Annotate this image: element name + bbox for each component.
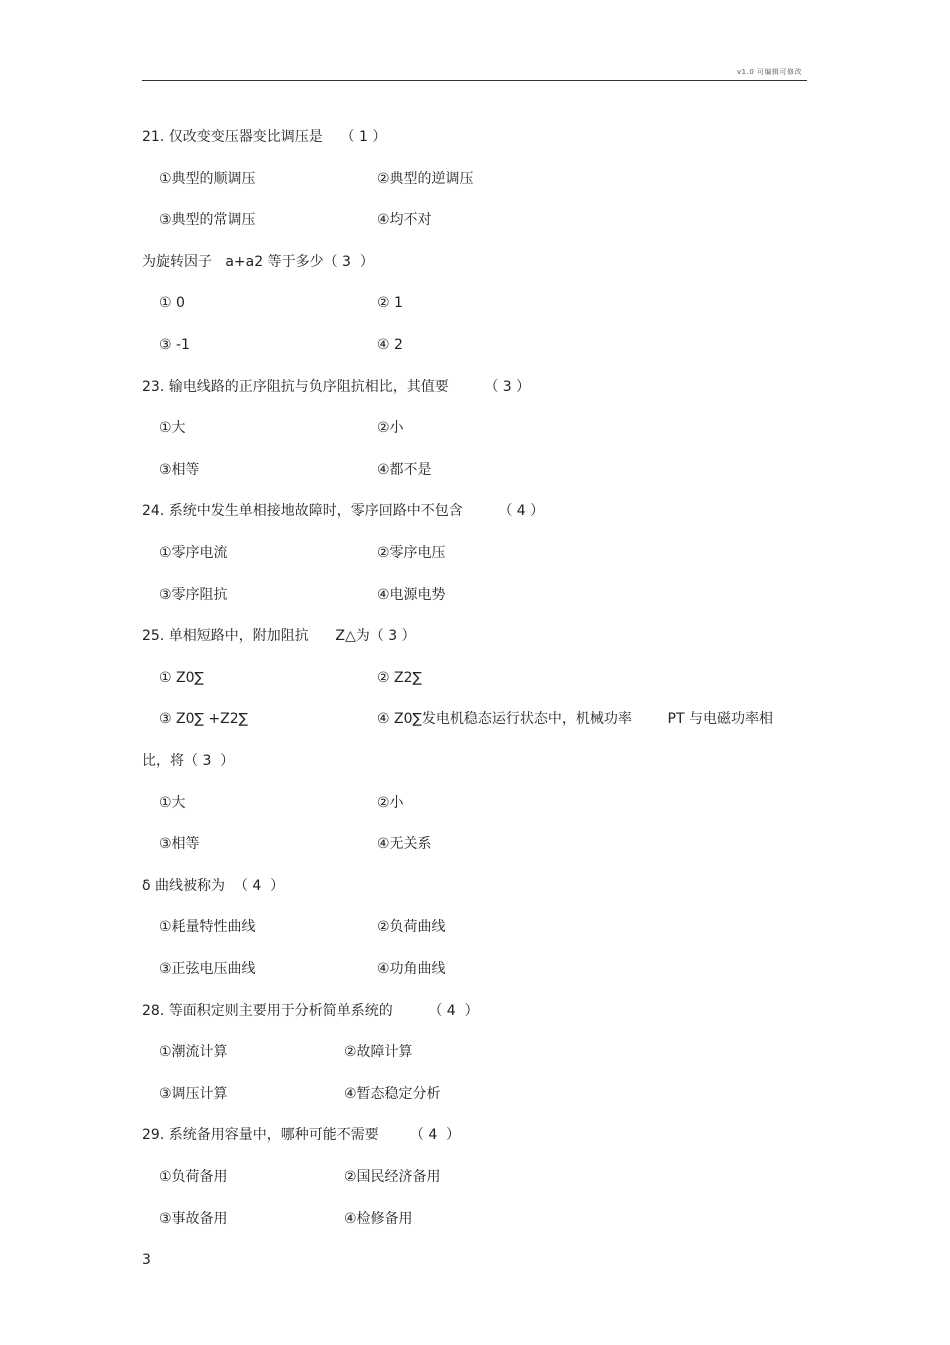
option-text: ② 1 <box>377 295 403 311</box>
question-text: 25. 单相短路中，附加阻抗 Z△为（ 3 ） <box>142 628 416 644</box>
question-text: 29. 系统备用容量中，哪种可能不需要 （ 4 ） <box>142 1127 461 1143</box>
option-text: ①潮流计算 <box>159 1044 228 1060</box>
option-text: ③零序阻抗 <box>159 587 228 603</box>
question-text: 28. 等面积定则主要用于分析简单系统的 （ 4 ） <box>142 1003 479 1019</box>
option-text: ②负荷曲线 <box>377 919 446 935</box>
question-text: 23. 输电线路的正序阻抗与负序阻抗相比，其值要 （ 3 ） <box>142 379 531 395</box>
option-text: ④ Z0∑发电机稳态运行状态中，机械功率 PT 与电磁功率相 <box>377 711 773 727</box>
option-text: ③ Z0∑ +Z2∑ <box>159 711 249 727</box>
option-text: ④ 2 <box>377 337 403 353</box>
option-text: ③调压计算 <box>159 1086 228 1102</box>
page-number: 3 <box>142 1252 151 1268</box>
option-text: ②小 <box>377 420 404 436</box>
option-text: ①大 <box>159 420 186 436</box>
option-text: ④功角曲线 <box>377 961 446 977</box>
option-text: ④电源电势 <box>377 587 446 603</box>
option-text: ④无关系 <box>377 836 432 852</box>
option-text: ④检修备用 <box>344 1211 413 1227</box>
option-text: ④都不是 <box>377 462 432 478</box>
option-text: ①大 <box>159 795 186 811</box>
option-text: ③相等 <box>159 462 200 478</box>
option-text: ②零序电压 <box>377 545 446 561</box>
header-divider <box>142 80 807 81</box>
option-text: ③典型的常调压 <box>159 212 256 228</box>
option-text: ①负荷备用 <box>159 1169 228 1185</box>
question-text: 为旋转因子 a+a2 等于多少（ 3 ） <box>142 254 374 270</box>
option-text: ④暂态稳定分析 <box>344 1086 441 1102</box>
option-text: ①典型的顺调压 <box>159 171 256 187</box>
option-text: ③事故备用 <box>159 1211 228 1227</box>
header-note: v1.0 可编辑可修改 <box>737 68 802 76</box>
option-text: ②国民经济备用 <box>344 1169 441 1185</box>
option-text: ①零序电流 <box>159 545 228 561</box>
option-text: ②故障计算 <box>344 1044 413 1060</box>
option-text: ① 0 <box>159 295 185 311</box>
option-text: ②小 <box>377 795 404 811</box>
option-text: ② Z2∑ <box>377 670 422 686</box>
option-text: ④均不对 <box>377 212 432 228</box>
option-text: ①耗量特性曲线 <box>159 919 256 935</box>
option-text: ① Z0∑ <box>159 670 204 686</box>
option-text: ③相等 <box>159 836 200 852</box>
option-text: ③ -1 <box>159 337 190 353</box>
question-text: 比，将（ 3 ） <box>142 753 235 769</box>
question-text: 24. 系统中发生单相接地故障时，零序回路中不包含 （ 4 ） <box>142 503 545 519</box>
option-text: ②典型的逆调压 <box>377 171 474 187</box>
question-text: δ 曲线被称为 （ 4 ） <box>142 878 285 894</box>
option-text: ③正弦电压曲线 <box>159 961 256 977</box>
question-text: 21. 仅改变变压器变比调压是 （ 1 ） <box>142 129 387 145</box>
